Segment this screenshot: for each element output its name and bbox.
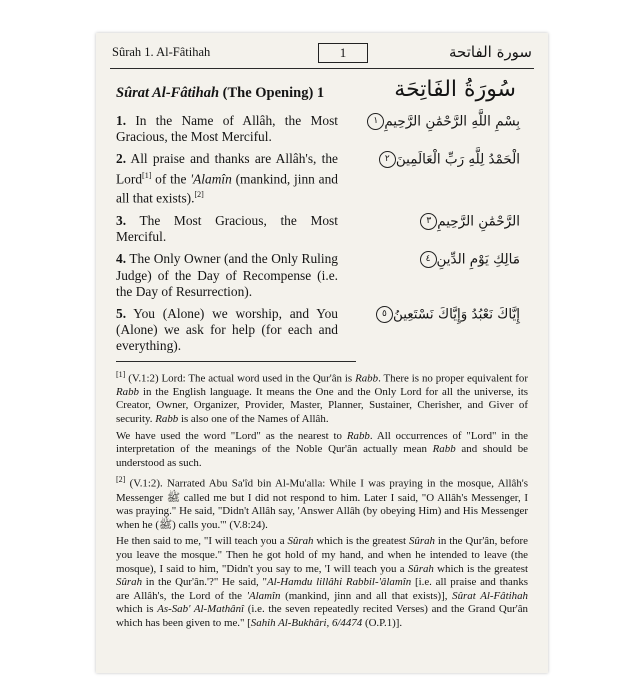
surah-title: Sûrat Al-Fâtihah (The Opening) 1	[116, 85, 325, 101]
footnote-1: [1] (V.1:2) Lord: The actual word used in the Qur'ân is Rabb. There is no proper equivalent for Rabb in the English language. It means the One and the Only Lord for all the universe, its Creator, Owner, Organizer, Provider, Master, Planner, Sustainer, Cherisher, and Giver of security. Rabb is also one of the Names of Allâh.	[116, 369, 529, 425]
footnote-2: [2] (V.1:2). Narrated Abu Sa'îd bin Al-Mu'alla: While I was praying in the mosque, Allâh's Messenger ﷺ called me but I did not respond to him. Later I said, "O Allâh's Messenger, I was praying." He said, "Didn't Allâh say, 'Answer Allâh (by obeying Him) and His Messenger when he (ﷺ) calls you.'" (V.8:24).	[116, 475, 528, 531]
footnote-divider	[116, 361, 356, 362]
verse-3	[110, 213, 534, 245]
header-arabic-title: سورة الفاتحة	[449, 43, 532, 61]
verse-arabic: مَالِكِ يَوْمِ الدِّينِ٤	[416, 251, 521, 268]
footnote-2-continued: He then said to me, "I will teach you a Sûrah which is the greatest Sûrah in the Qur'ân, before you leave the mosque." Then he got hold of my hand, and when he intended to leave (the mosque), I said to him, "Didn't you say to me, 'I will teach you a Sûrah which is the greatest Sûrah in the Qur'ân.'?" He said, "Al-Hamdu lillâhi Rabbil-'âlamîn [i.e. all praise and thanks are Allâh's, the Lord of the 'Alamîn (mankind, jinn and all that exists)], Sûrat Al-Fâtihah which is As-Sab' Al-Mathânî (i.e. the seven repeatedly recited Verses) and the Grand Qur'ân which has been given to me." [Sahih Al-Bukhâri, 6/4474 (O.P.1)].	[116, 535, 529, 629]
verse-translation: 4. The Only Owner (and the Only Ruling Judge) of the Day of Recompense (i.e. the Day of Resurrection).	[116, 251, 338, 299]
ayah-marker: ٤	[420, 251, 437, 268]
verse-2	[110, 151, 534, 207]
footnote-ref[interactable]: [2]	[194, 190, 204, 200]
verse-arabic: بِسْمِ اللَّهِ الرَّحْمَٰنِ الرَّحِيمِ١	[363, 113, 520, 130]
ayah-marker: ٥	[376, 306, 393, 323]
surah-title-arabic: سُورَةُ الفَاتِحَة	[394, 77, 516, 102]
verse-4	[110, 251, 534, 300]
header-surah-name: Sûrah 1. Al-Fâtihah	[112, 45, 211, 59]
verse-translation: 1. In the Name of Allâh, the Most Gracious, the Most Merciful.	[116, 113, 338, 145]
footnote-ref[interactable]: [1]	[142, 170, 152, 180]
footnote-1-continued: We have used the word "Lord" as the nearest to Rabb. All occurrences of "Lord" in the interpretation of the meanings of the Noble Qur'ân actually mean Rabb and should be understood as such.	[116, 429, 528, 469]
surah-title-row	[110, 79, 534, 111]
verse-arabic: الرَّحْمَٰنِ الرَّحِيمِ٣	[416, 213, 520, 230]
verse-translation: 3. The Most Gracious, the Most Merciful.	[116, 212, 338, 245]
ayah-marker: ٣	[420, 213, 437, 230]
ayah-marker: ٢	[379, 151, 396, 168]
verse-list	[110, 113, 534, 355]
header-rule	[110, 68, 534, 69]
verse-arabic: إِيَّاكَ نَعْبُدُ وَإِيَّاكَ نَسْتَعِينُ٥	[372, 306, 520, 323]
book-page	[96, 33, 548, 673]
page-number-box: 1	[318, 43, 368, 63]
verse-translation: 2. All praise and thanks are Allâh's, the Lord[1] of the 'Alamîn (mankind, jinn and all that exists).[2]	[116, 151, 338, 206]
verse-5	[110, 306, 534, 355]
running-header	[110, 43, 534, 65]
ayah-marker: ١	[367, 113, 384, 130]
verse-arabic: الْحَمْدُ لِلَّهِ رَبِّ الْعَالَمِينَ٢	[375, 151, 520, 168]
verse-translation: 5. You (Alone) we worship, and You (Alone) we ask for help (for each and everything).	[116, 305, 338, 354]
footnotes	[116, 368, 528, 631]
verse-1	[110, 113, 534, 145]
